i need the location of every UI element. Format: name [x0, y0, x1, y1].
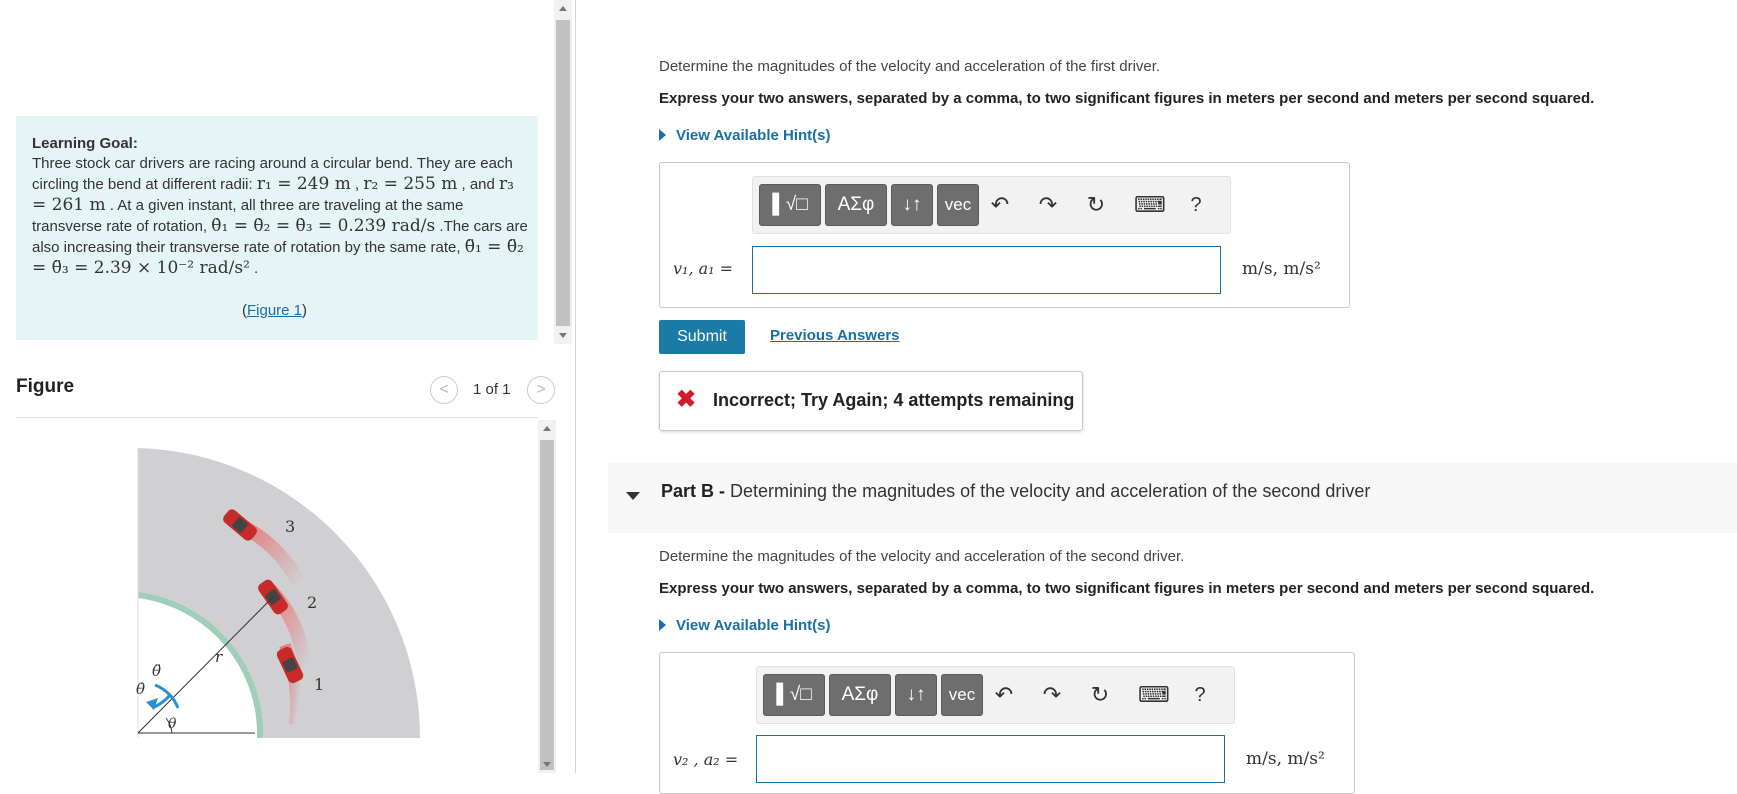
help-icon[interactable]: ?	[1190, 194, 1202, 216]
figure-link-wrapper	[242, 302, 307, 319]
learning-goal-title: Learning Goal:	[32, 135, 138, 152]
scroll-up-arrow-icon[interactable]	[559, 6, 567, 11]
help-icon[interactable]: ?	[1194, 684, 1206, 706]
radius-2: r₂ = 255 m	[363, 174, 458, 194]
math-toolbar	[756, 666, 1235, 724]
next-figure-button[interactable]: >	[527, 376, 555, 404]
figure-1-link[interactable]: Figure 1	[247, 302, 303, 319]
part-a-answer-box	[659, 162, 1350, 308]
car-1-label: 1	[314, 675, 325, 694]
part-a-prompt: Determine the magnitudes of the velocity and acceleration of the first driver.	[659, 58, 1161, 75]
previous-answers-link[interactable]: Previous Answers	[770, 327, 900, 344]
part-b-instruction: Express your two answers, separated by a comma, to two significant figures in meters per second and meters per second squared.	[659, 580, 1595, 597]
goal-text-2: . At a given instant, all three are traveling at the same transverse rate of rotation,	[32, 197, 464, 235]
goal-text-1: Three stock car drivers are racing around a circular bend. They are each circling the bend at different radii:	[32, 155, 513, 193]
scroll-down-arrow-icon[interactable]	[543, 762, 551, 767]
math-toolbar	[752, 176, 1231, 234]
part-a-instruction: Express your two answers, separated by a comma, to two significant figures in meters per second and meters per second squared.	[659, 90, 1595, 107]
radius-3: r₃ = 261 m	[32, 174, 514, 215]
part-b-hint-toggle[interactable]	[659, 617, 831, 634]
theta-dot-label: θ̇	[136, 680, 146, 698]
vector-button[interactable]: vec	[937, 184, 979, 226]
redo-icon[interactable]: ↷	[1042, 682, 1062, 707]
reset-icon[interactable]: ↻	[1090, 682, 1110, 707]
theta-dot-values: θ̇₁ = θ̇₂ = θ̇₃ = 0.239 rad/s	[211, 216, 436, 236]
scroll-up-arrow-icon[interactable]	[543, 426, 551, 431]
learning-goal-box	[16, 116, 538, 340]
subscript-button[interactable]: ↓↑	[891, 184, 933, 226]
scrollbar-thumb[interactable]	[556, 20, 570, 326]
left-panel	[0, 0, 575, 773]
goal-text-3: .The cars are also increasing their transverse rate of rotation by the same rate,	[32, 218, 528, 256]
figure-link-open-paren: (	[242, 302, 247, 319]
part-a-answer-input[interactable]	[752, 246, 1221, 294]
submit-button[interactable]: Submit	[659, 320, 745, 354]
race-track-figure	[130, 440, 430, 740]
theta-ddot-values: θ̈₁ = θ̈₂ = θ̈₃ = 2.39 × 10⁻² rad/s²	[32, 237, 524, 278]
keyboard-icon[interactable]: ⌨	[1134, 192, 1166, 217]
r-label: r	[215, 648, 223, 666]
part-a-answer-label: v₁, a₁ =	[673, 259, 734, 278]
goal-sep-2: , and	[457, 176, 500, 193]
prev-figure-button[interactable]: <	[430, 376, 458, 404]
part-b-answer-input[interactable]	[756, 735, 1225, 783]
reset-icon[interactable]: ↻	[1086, 192, 1106, 217]
theta-label: θ	[168, 716, 177, 732]
figure-scrollbar[interactable]	[538, 420, 556, 773]
undo-icon[interactable]: ↶	[990, 192, 1010, 217]
hint-label: View Available Hint(s)	[676, 617, 831, 634]
goal-text-4: .	[249, 260, 259, 277]
part-b-label: Part B -	[661, 481, 731, 501]
scroll-down-arrow-icon[interactable]	[559, 333, 567, 338]
greek-symbols-button[interactable]: ΑΣφ	[829, 674, 891, 716]
column-divider	[575, 0, 576, 773]
keyboard-icon[interactable]: ⌨	[1138, 682, 1170, 707]
redo-icon[interactable]: ↷	[1038, 192, 1058, 217]
feedback-message: Incorrect; Try Again; 4 attempts remaining	[713, 390, 1075, 410]
figure-link-close-paren: )	[302, 302, 308, 319]
part-b-title-text: Determining the magnitudes of the velocity and acceleration of the second driver	[730, 481, 1371, 501]
figure-count: 1 of 1	[473, 381, 511, 398]
figure-header: Figure	[16, 376, 75, 397]
arrowhead-icon	[146, 698, 158, 710]
vector-button[interactable]: vec	[941, 674, 983, 716]
expand-triangle-icon	[659, 619, 666, 631]
greek-symbols-button[interactable]: ΑΣφ	[825, 184, 887, 226]
expand-triangle-icon	[659, 129, 666, 141]
radius-1: r₁ = 249 m	[256, 174, 351, 194]
incorrect-icon: ✖	[676, 386, 697, 413]
part-b-units: m/s, m/s²	[1246, 749, 1325, 769]
learning-goal-text	[32, 134, 532, 279]
top-panel-scrollbar[interactable]	[554, 0, 572, 344]
part-b-title	[661, 481, 1370, 502]
feedback-box	[659, 371, 1083, 431]
templates-button[interactable]: ▌√□	[763, 674, 825, 716]
subscript-button[interactable]: ↓↑	[895, 674, 937, 716]
figure-divider	[16, 417, 538, 418]
templates-button[interactable]: ▌√□	[759, 184, 821, 226]
part-b-prompt: Determine the magnitudes of the velocity and acceleration of the second driver.	[659, 548, 1185, 565]
part-a-hint-toggle[interactable]	[659, 127, 831, 144]
goal-sep-1: ,	[350, 176, 364, 193]
part-b-answer-label: v₂ , a₂ =	[673, 750, 739, 769]
theta-ddot-label: θ̈	[152, 662, 162, 680]
part-b-header[interactable]	[608, 463, 1737, 533]
scrollbar-thumb[interactable]	[540, 440, 554, 770]
undo-icon[interactable]: ↶	[994, 682, 1014, 707]
car-3-label: 3	[285, 517, 296, 536]
hint-label: View Available Hint(s)	[676, 127, 831, 144]
car-2-label: 2	[307, 593, 318, 612]
collapse-triangle-icon[interactable]	[626, 492, 640, 500]
part-a-units: m/s, m/s²	[1242, 259, 1321, 279]
